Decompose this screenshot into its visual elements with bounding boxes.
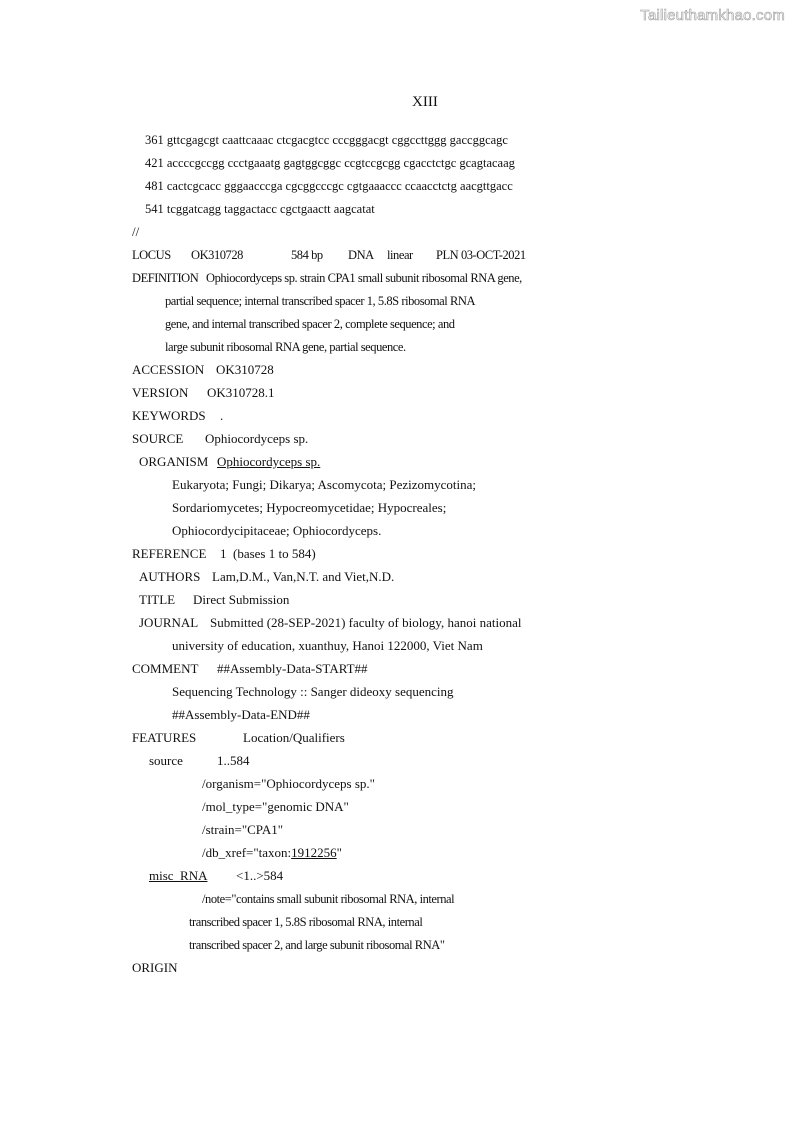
feature-source-location: 1..584 [217, 753, 250, 768]
locus-length: 584 bp [291, 248, 323, 262]
locus-name: OK310728 [191, 248, 243, 262]
definition-line: gene, and internal transcribed spacer 2, complete sequence; and [165, 317, 455, 331]
qualifier-organism: /organism="Ophiocordyceps sp." [202, 776, 375, 791]
watermark: Tailieuthamkhao.com [640, 7, 785, 24]
keywords-value: . [220, 408, 224, 423]
organism-keyword: ORGANISM [139, 454, 209, 469]
definition-keyword: DEFINITION [132, 271, 199, 285]
features-keyword: FEATURES [132, 730, 197, 745]
locus-division-date: PLN 03-OCT-2021 [436, 248, 526, 262]
origin-keyword: ORIGIN [132, 960, 178, 975]
version-keyword: VERSION [132, 385, 189, 400]
keywords-keyword: KEYWORDS [132, 408, 206, 423]
accession-value: OK310728 [216, 362, 274, 377]
locus-keyword: LOCUS [132, 248, 171, 262]
organism-link[interactable]: Ophiocordyceps sp. [217, 454, 321, 469]
title-value: Direct Submission [193, 592, 290, 607]
feature-source-key: source [149, 753, 183, 768]
note-line: transcribed spacer 1, 5.8S ribosomal RNA, internal [189, 915, 423, 929]
source-keyword: SOURCE [132, 431, 184, 446]
authors-value: Lam,D.M., Van,N.T. and Viet,N.D. [212, 569, 395, 584]
taxon-link[interactable]: 1912256 [291, 845, 337, 860]
sequence-line: 481 cactcgcacc gggaacccga cgcggcccgc cgtgaaaccc ccaacctctg aacgttgacc [145, 179, 513, 193]
lineage-line: Sordariomycetes; Hypocreomycetidae; Hypocreales; [172, 500, 447, 515]
journal-line: university of education, xuanthuy, Hanoi 122000, Viet Nam [172, 638, 483, 653]
misc-rna-location: <1..>584 [236, 868, 284, 883]
accession-keyword: ACCESSION [132, 362, 205, 377]
authors-keyword: AUTHORS [139, 569, 201, 584]
journal-line: Submitted (28-SEP-2021) faculty of biology, hanoi national [210, 615, 522, 630]
title-keyword: TITLE [139, 592, 176, 607]
record-terminator: // [132, 224, 140, 239]
source-value: Ophiocordyceps sp. [205, 431, 309, 446]
journal-keyword: JOURNAL [139, 615, 199, 630]
db-xref-prefix: /db_xref="taxon: [202, 845, 292, 860]
reference-value: 1 (bases 1 to 584) [220, 546, 316, 561]
locus-topology: linear [387, 248, 413, 262]
page-number: XIII [412, 94, 438, 110]
comment-keyword: COMMENT [132, 661, 199, 676]
db-xref-suffix: " [336, 845, 342, 860]
sequence-line: 421 accccgccgg ccctgaaatg gagtggcggc ccgtccgcgg cgacctctgc gcagtacaag [145, 156, 515, 170]
note-line: transcribed spacer 2, and large subunit ribosomal RNA" [189, 938, 445, 952]
sequence-line: 541 tcggatcagg taggactacc cgctgaactt aagcatat [145, 202, 375, 216]
note-line: /note="contains small subunit ribosomal RNA, internal [202, 892, 455, 906]
lineage-line: Eukaryota; Fungi; Dikarya; Ascomycota; Pezizomycotina; [172, 477, 476, 492]
comment-line: Sequencing Technology :: Sanger dideoxy sequencing [172, 684, 454, 699]
comment-line: ##Assembly-Data-END## [172, 707, 310, 722]
qualifier-strain: /strain="CPA1" [202, 822, 284, 837]
definition-line: partial sequence; internal transcribed spacer 1, 5.8S ribosomal RNA [165, 294, 476, 308]
qualifier-db-xref [202, 845, 342, 861]
definition-line: large subunit ribosomal RNA gene, partial sequence. [165, 340, 406, 354]
sequence-line: 361 gttcgagcgt caattcaaac ctcgacgtcc cccgggacgt cggccttggg gaccggcagc [145, 133, 508, 147]
definition-line: Ophiocordyceps sp. strain CPA1 small subunit ribosomal RNA gene, [206, 271, 522, 285]
version-value: OK310728.1 [207, 385, 275, 400]
locus-type: DNA [348, 248, 374, 262]
qualifier-mol-type: /mol_type="genomic DNA" [202, 799, 349, 814]
comment-line: ##Assembly-Data-START## [217, 661, 368, 676]
reference-keyword: REFERENCE [132, 546, 207, 561]
lineage-line: Ophiocordycipitaceae; Ophiocordyceps. [172, 523, 382, 538]
misc-rna-link[interactable]: misc_RNA [149, 868, 208, 883]
features-header: Location/Qualifiers [243, 730, 345, 745]
